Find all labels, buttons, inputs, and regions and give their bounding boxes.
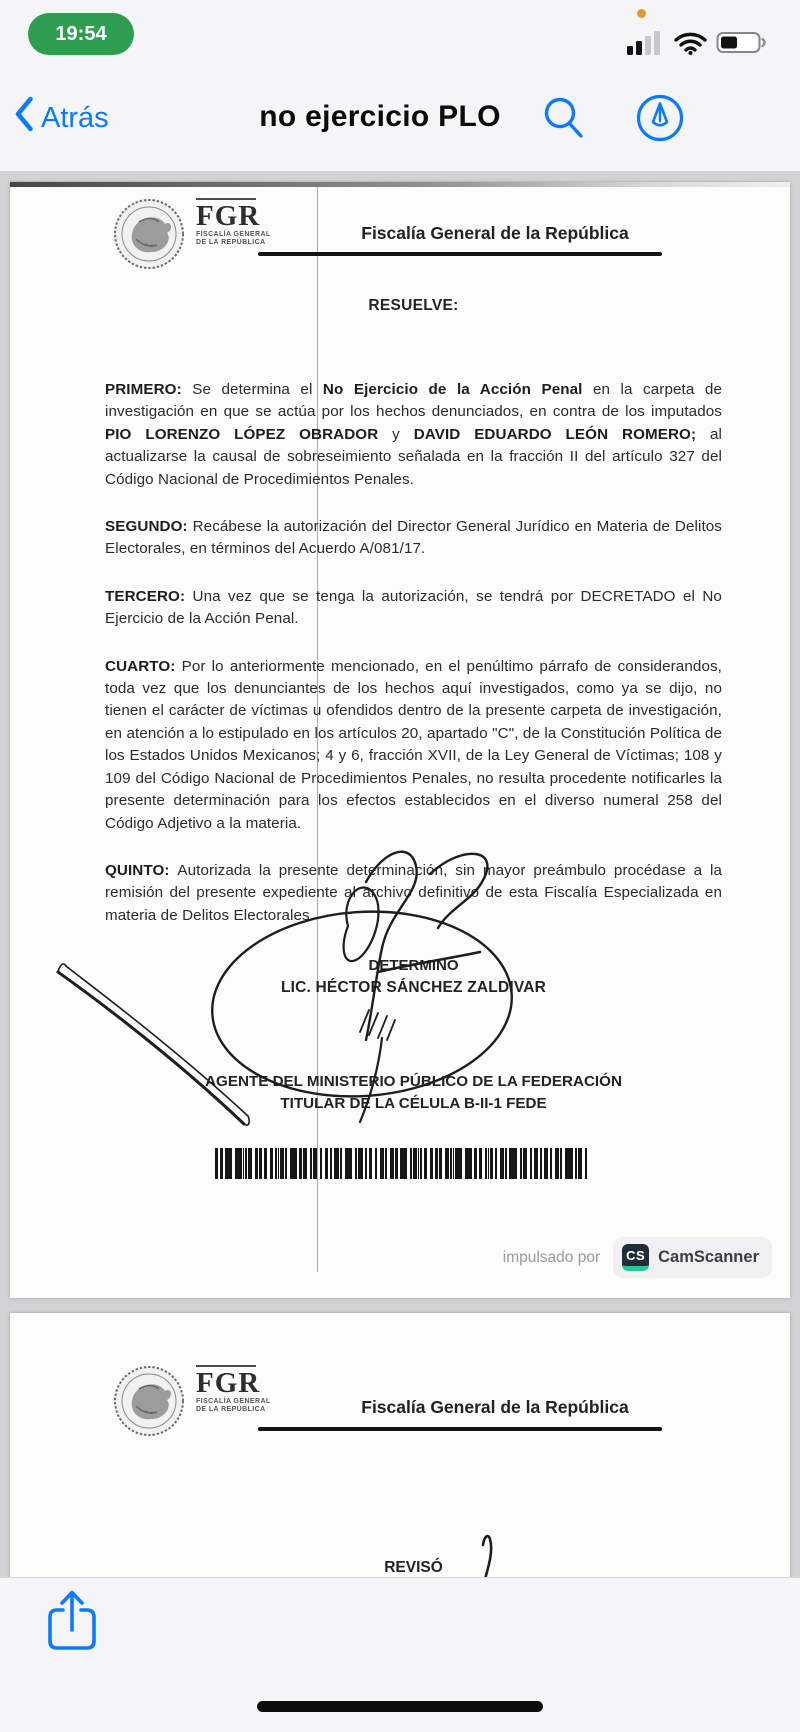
nav-bar bbox=[0, 70, 800, 172]
paragraph-primero: PRIMERO: Se determina el No Ejercicio de la Acción Penal en la carpeta de investigación en que se actúa por los hechos denunciados, en contra de los imputados PIO LORENZO LÓPEZ OBRADOR y DAVID EDUARDO LEÓN ROMERO; al actualizarse la causal de sobreseimiento señalada en la fracción II del artículo 327 del Código Nacional de Procedimientos Penales. bbox=[105, 381, 722, 488]
markup-pen-icon bbox=[634, 131, 686, 148]
microphone-indicator-dot bbox=[637, 9, 646, 18]
home-indicator[interactable] bbox=[257, 1701, 543, 1712]
letterhead-rule bbox=[258, 252, 662, 256]
back-button-label: Atrás bbox=[41, 101, 109, 134]
letterhead-title: Fiscalía General de la República bbox=[361, 1397, 629, 1417]
search-button[interactable] bbox=[541, 94, 587, 147]
determino-label: DETERMINÓ bbox=[368, 957, 459, 974]
logo-caption-line2: DE LA REPÚBLICA bbox=[196, 239, 266, 246]
fgr-eagle-seal bbox=[111, 196, 187, 277]
status-time: 19:54 bbox=[55, 22, 107, 45]
wifi-icon bbox=[674, 31, 707, 60]
logo-caption-line1: FISCALÍA GENERAL bbox=[196, 231, 271, 238]
back-button[interactable] bbox=[14, 96, 109, 140]
document-page-1 bbox=[10, 182, 790, 1298]
status-bar bbox=[0, 0, 800, 70]
signer-title-line2: TITULAR DE LA CÉLULA B-II-1 FEDE bbox=[280, 1095, 547, 1112]
camscanner-name: CamScanner bbox=[658, 1248, 759, 1266]
document-scroll-area[interactable] bbox=[0, 171, 800, 1577]
reviso-label: REVISÓ bbox=[384, 1559, 443, 1576]
paragraph-cuarto: CUARTO: Por lo anteriormente mencionado, en el penúltimo párrafo de considerandos, toda vez que los denunciantes de los hechos aquí investigados, como ya se dijo, no tienen el carácter de víctimas u ofendidos dentro de la presente carpeta de investigación, en atención a lo estipulado en los artículos 20, apartado "C", de la Constitución Política de los Estados Unidos Mexicanos; 4 y 6, fracción XVII, de la Ley General de Víctimas; 108 y 109 del Código Nacional de Procedimientos Penales, no resulta procedente notificarles la presente determinación para los efectos establecidos en el diverso numeral 258 del Código Adjetivo a la materia. bbox=[105, 657, 723, 832]
signer-name: LIC. HÉCTOR SÁNCHEZ ZALDIVAR bbox=[280, 979, 547, 996]
paragraph-tercero: TERCERO: Una vez que se tenga la autorización, se tendrá por DECRETADO el No Ejercicio de la Acción Penal. bbox=[105, 587, 722, 628]
scan-edge-shadow bbox=[10, 182, 790, 187]
barcode bbox=[215, 1148, 589, 1179]
search-icon bbox=[541, 129, 587, 146]
chevron-left-icon bbox=[14, 96, 34, 140]
letterhead-title: Fiscalía General de la República bbox=[361, 223, 629, 243]
camscanner-icon: CS bbox=[622, 1244, 649, 1271]
share-button[interactable] bbox=[44, 1588, 100, 1659]
logo-acronym: FGR bbox=[196, 200, 261, 232]
camscanner-footer bbox=[503, 1237, 772, 1278]
fgr-logo bbox=[196, 198, 316, 247]
document-title: no ejercicio PLO bbox=[259, 100, 501, 133]
letterhead-rule bbox=[258, 1427, 662, 1431]
share-icon bbox=[44, 1641, 100, 1658]
signer-title-line1: AGENTE DEL MINISTERIO PÚBLICO DE LA FEDERACIÓN bbox=[205, 1073, 622, 1090]
paragraph-segundo: SEGUNDO: Recábese la autorización del Director General Jurídico en Materia de Delitos Electorales, en términos del Acuerdo A/081/17. bbox=[105, 518, 723, 558]
battery-icon bbox=[716, 30, 768, 60]
powered-by-label: impulsado por bbox=[502, 1248, 601, 1266]
logo-caption-line1: FISCALÍA GENERAL bbox=[196, 1398, 271, 1405]
cellular-signal-icon bbox=[627, 30, 665, 60]
section-heading: RESUELVE: bbox=[368, 297, 459, 314]
fgr-logo bbox=[196, 1365, 316, 1414]
active-call-time-pill[interactable] bbox=[28, 13, 134, 55]
camscanner-badge bbox=[613, 1237, 772, 1278]
resolution-paragraphs bbox=[105, 379, 722, 952]
paragraph-quinto: QUINTO: Autorizada la presente determinación, sin mayor preámbulo procédase a la remisión del presente expediente al archivo definitivo de esta Fiscalía Especializada en materia de Delitos Electorales. bbox=[105, 861, 722, 924]
handwritten-signature-page2 bbox=[10, 1313, 790, 1577]
markup-button[interactable] bbox=[634, 92, 686, 149]
logo-acronym: FGR bbox=[196, 1367, 261, 1399]
logo-caption-line2: DE LA REPÚBLICA bbox=[196, 1406, 266, 1413]
fgr-eagle-seal bbox=[111, 1363, 187, 1444]
document-page-2 bbox=[10, 1313, 790, 1577]
